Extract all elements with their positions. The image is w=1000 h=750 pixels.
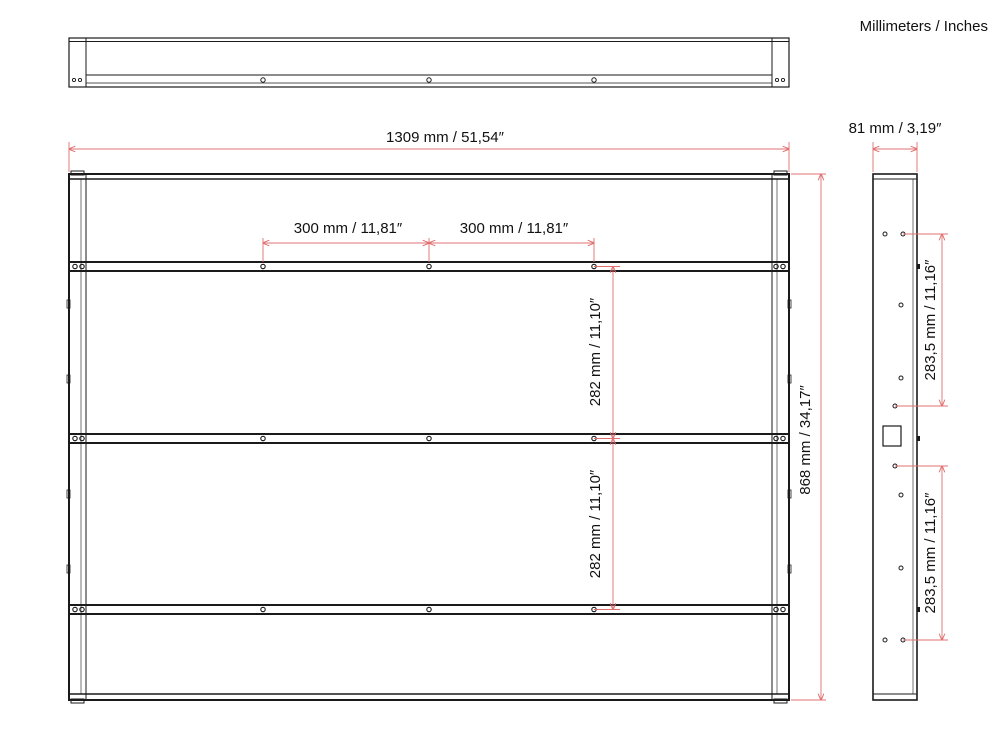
hole-icon	[427, 607, 431, 611]
dimension-side-hole-upper: 283,5 mm / 11,16″	[922, 259, 939, 381]
connector-box	[883, 426, 901, 446]
top-view	[69, 38, 789, 87]
hole-icon	[427, 78, 431, 82]
dimension-depth: 81 mm / 3,19″	[848, 120, 942, 137]
side-view-outline	[873, 174, 917, 700]
dimension-overall-height: 868 mm / 34,17″	[797, 385, 814, 495]
dimension-hole-spacing-right: 300 mm / 11,81″	[459, 220, 569, 237]
dimension-bar-spacing-lower: 282 mm / 11,10″	[587, 469, 604, 579]
hole-icon	[427, 436, 431, 440]
side-view	[873, 174, 920, 700]
crossbar	[69, 262, 789, 271]
dimension-overall-width: 1309 mm / 51,54″	[386, 129, 504, 146]
crossbar	[69, 434, 789, 443]
dimension-bar-spacing-upper: 282 mm / 11,10″	[587, 297, 604, 407]
hole-icon	[427, 264, 431, 268]
dimension-side-hole-lower: 283,5 mm / 11,16″	[922, 492, 939, 614]
units-label: Millimeters / Inches	[859, 18, 988, 35]
hole-icon	[261, 264, 265, 268]
hole-icon	[261, 436, 265, 440]
hole-icon	[261, 78, 265, 82]
hole-icon	[261, 607, 265, 611]
top-view-outline	[69, 38, 789, 87]
hole-icon	[592, 78, 596, 82]
dimension-hole-spacing-left: 300 mm / 11,81″	[293, 220, 403, 237]
crossbar	[69, 605, 789, 614]
